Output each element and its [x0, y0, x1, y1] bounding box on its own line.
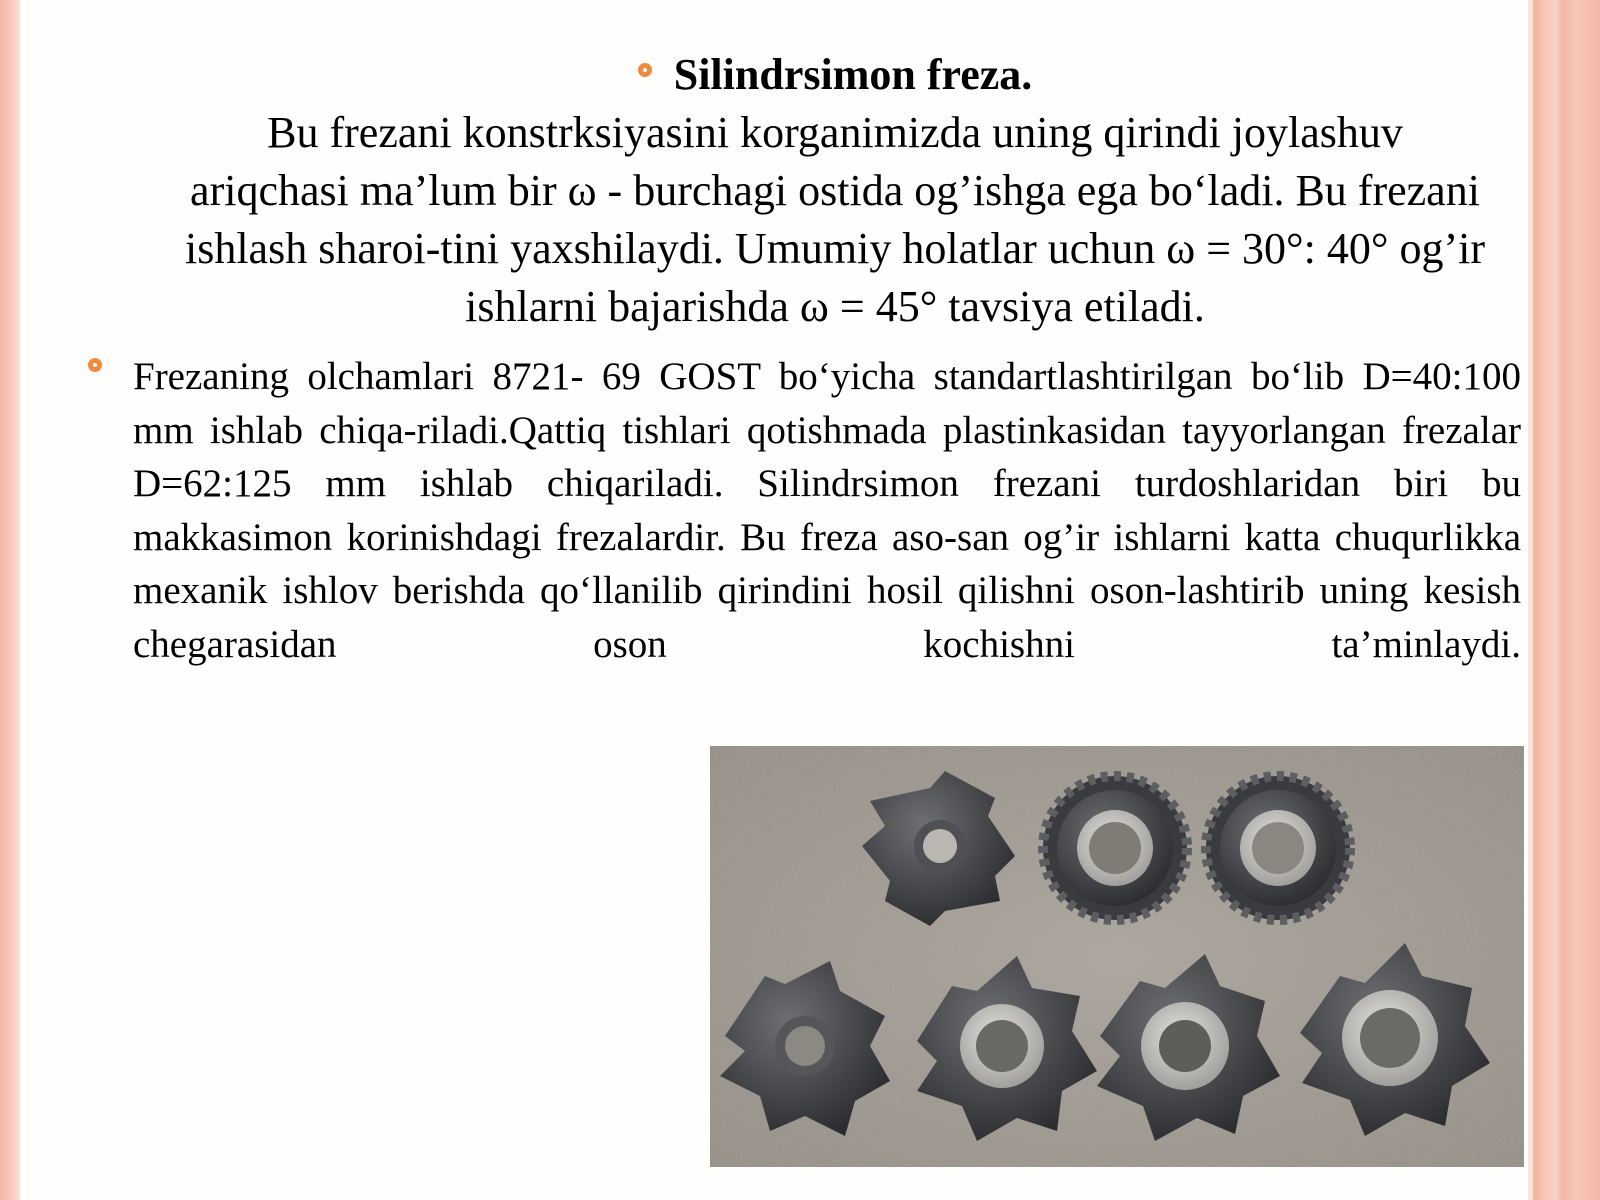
milling-cutters-photo [710, 746, 1524, 1167]
body-paragraph: Frezaning olchamlari 8721- 69 GOST bo‘yicha standartlashtirilgan bo‘lib D=40:100 mm ishlab chiqa-riladi.Qattiq tishlari qotishmada plastinkasidan tayyorlangan frezalar D=62:125 mm ishlab chiqariladi. Silindrsimon frezani turdoshlaridan biri bu makkasimon korinishdagi frezalardir. Bu freza aso-san og’ir ishlarni katta chuqurlikka mexanik ishlov berishda qo‘llanilib qirindini hosil qilishni oson-lashtirib uning kesish chegarasidan oson kochishni ta’minlaydi. [133, 355, 1521, 666]
slide [20, 0, 1528, 1200]
heading-title: Silindrsimon freza. [673, 50, 1033, 99]
bullet-ring-icon [638, 63, 652, 77]
heading-line [170, 46, 1500, 104]
heading-description: Bu frezani konstrksiyasini korganimizda uning qirindi joylashuv ariqchasi ma’lum bir ω - burchagi ostida og’ishga ega bo‘ladi. Bu frezani ishlash sharoi-tini yaxshilaydi. Umumiy holatlar uchun ω = 30°: 40° og’ir ishlarni bajarishda ω = 45° tavsiya etiladi. [184, 108, 1486, 331]
right-frame-border [1528, 0, 1600, 1200]
bullet-ring-icon [88, 358, 102, 372]
heading-block [170, 46, 1500, 336]
left-frame-border [0, 0, 20, 1200]
